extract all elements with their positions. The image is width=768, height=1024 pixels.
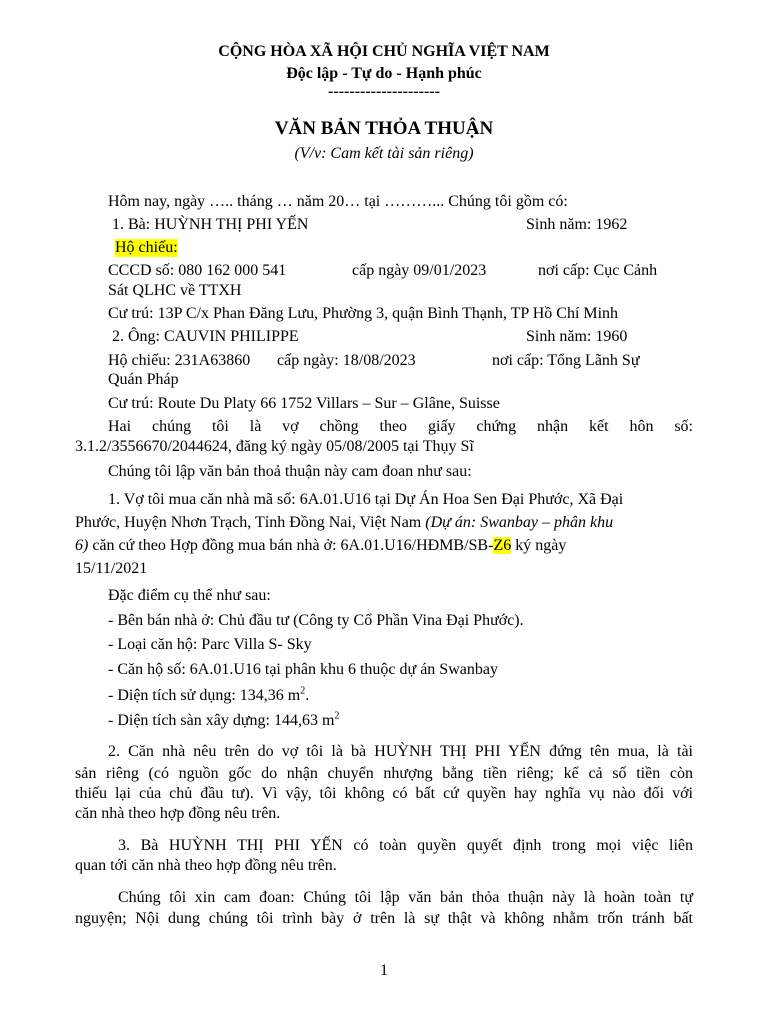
party1-name: 1. Bà: HUỲNH THỊ PHI YẾN — [112, 216, 309, 233]
commitment-line-2: nguyện; Nội dung chúng tôi trình bày ở trên là sự thật và không nhằm trốn tránh bất — [75, 910, 693, 927]
party1-id-issue-place: nơi cấp: Cục Cảnh — [538, 262, 658, 279]
floor-area-superscript: 2 — [334, 710, 340, 722]
party1-id-number: CCCD số: 080 162 000 541 — [108, 262, 287, 279]
clause1-line-3 — [75, 537, 566, 555]
clause3-line-2: quan tới căn nhà theo hợp đồng nêu trên. — [75, 857, 337, 874]
agreement-intro: Chúng tôi lập văn bản thoả thuận này cam đoan như sau: — [108, 463, 472, 480]
usable-area-text: - Diện tích sử dụng: 134,36 m — [108, 687, 301, 704]
party2-name: 2. Ông: CAUVIN PHILIPPE — [112, 328, 299, 345]
detail-usable-area — [108, 687, 309, 705]
party2-birth-year: Sinh năm: 1960 — [526, 328, 628, 345]
intro-line: Hôm nay, ngày ….. tháng … năm 20… tại ………... Chúng tôi gồm có: — [108, 193, 568, 210]
clause1-signed-label: ký ngày — [511, 537, 567, 554]
national-motto: Độc lập - Tự do - Hạnh phúc — [286, 65, 482, 82]
floor-area-text: - Diện tích sàn xây dựng: 144,63 m — [108, 712, 335, 729]
detail-seller: - Bên bán nhà ở: Chủ đầu tư (Công ty Cổ Phần Vina Đại Phước). — [108, 612, 524, 629]
detail-unit-type: - Loại căn hộ: Parc Villa S- Sky — [108, 636, 312, 653]
party1-id-issue-place-cont: Sát QLHC về TTXH — [108, 282, 242, 299]
clause2-line-3: thiếu lại của chủ đầu tư). Vì vậy, tôi không có bất cứ quyền hay nghĩa vụ nào đối với — [75, 785, 693, 802]
marriage-line-1: Hai chúng tôi là vợ chồng theo giấy chứng nhận kết hôn số: — [108, 418, 693, 435]
clause1-location: Phước, Huyện Nhơn Trạch, Tỉnh Đồng Nai, Việt Nam — [75, 514, 426, 531]
usable-area-superscript: 2 — [300, 685, 306, 697]
clause2-line-1: 2. Căn nhà nêu trên do vợ tôi là bà HUỲNH THỊ PHI YẾN đứng tên mua, là tài — [108, 743, 693, 760]
party1-passport-label: Hộ chiếu: — [115, 239, 178, 256]
party2-passport-issue-place: nơi cấp: Tổng Lãnh Sự — [492, 352, 640, 369]
party1-residence: Cư trú: 13P C/x Phan Đăng Lưu, Phường 3, quận Bình Thạnh, TP Hồ Chí Minh — [108, 305, 619, 322]
usable-area-period: . — [305, 687, 310, 704]
clause1-contract-ref: căn cứ theo Hợp đồng mua bán nhà ở: 6A.01.U16/HĐMB/SB- — [88, 537, 494, 554]
clause1-line-4: 15/11/2021 — [75, 560, 148, 577]
page-number: 1 — [380, 962, 388, 979]
party2-passport-issue-date: cấp ngày: 18/08/2023 — [277, 352, 416, 369]
country-name: CỘNG HÒA XÃ HỘI CHỦ NGHĨA VIỆT NAM — [218, 43, 550, 60]
clause2-line-2: sản riêng (có nguồn gốc do nhận chuyển nhượng bằng tiền riêng; kể cả số tiền còn — [75, 765, 693, 782]
detail-unit-number: - Căn hộ số: 6A.01.U16 tại phân khu 6 thuộc dự án Swanbay — [108, 661, 498, 678]
detail-floor-area — [108, 712, 339, 730]
document-title: VĂN BẢN THỎA THUẬN — [274, 118, 494, 139]
commitment-line-1: Chúng tôi xin cam đoan: Chúng tôi lập văn bản thỏa thuận này là hoàn toàn tự — [118, 889, 693, 906]
party2-passport-number: Hộ chiếu: 231A63860 — [108, 352, 251, 369]
party1-id-issue-date: cấp ngày 09/01/2023 — [352, 262, 487, 279]
party2-passport-issue-place-cont: Quán Pháp — [108, 371, 179, 388]
clause1-contract-suffix: Z6 — [493, 537, 512, 554]
marriage-line-2: 3.1.2/3556670/2044624, đăng ký ngày 05/08/2005 tại Thụy Sĩ — [75, 438, 474, 455]
party1-birth-year: Sinh năm: 1962 — [526, 216, 628, 233]
clause1-line-1: 1. Vợ tôi mua căn nhà mã số: 6A.01.U16 tại Dự Án Hoa Sen Đại Phước, Xã Đại — [108, 491, 624, 508]
clause1-project-zone: 6) — [75, 537, 89, 554]
header-rule: --------------------- — [328, 83, 440, 100]
clause2-line-4: căn nhà theo hợp đồng nêu trên. — [75, 805, 281, 822]
document-subtitle: (V/v: Cam kết tài sản riêng) — [294, 145, 474, 162]
clause3-line-1: 3. Bà HUỲNH THỊ PHI YẾN có toàn quyền quyết định trong mọi việc liên — [118, 837, 693, 854]
party2-residence: Cư trú: Route Du Platy 66 1752 Villars – Sur – Glâne, Suisse — [108, 395, 500, 412]
clause1-project-name: (Dự án: Swanbay – phân khu — [425, 514, 614, 531]
clause1-line-2 — [75, 514, 613, 532]
details-heading: Đặc điểm cụ thể như sau: — [108, 587, 271, 604]
